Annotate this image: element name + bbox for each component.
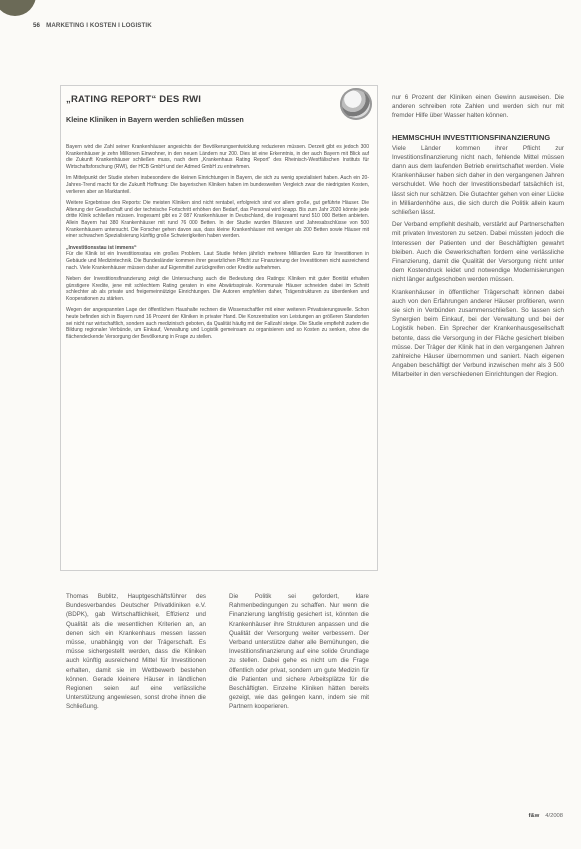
issue-label: 4/2008: [545, 813, 563, 819]
info-box-subheading: „Investitionsstau ist immens“: [66, 244, 137, 251]
info-box-body: [66, 144, 369, 345]
page-header: [33, 19, 561, 31]
page-number: 56: [33, 21, 41, 29]
rwi-logo-icon: [340, 88, 372, 120]
info-box-paragraph: Im Mittelpunkt der Studie stehen insbesondere die kleinen Einrichtungen in Bayern, die sich zu wenig spezialisiert haben. Auch ein 20-Jahres-Trend macht für die Zukunft Hoffnung: Die bayerischen Kliniken haben im bundesweiten Vergleich zwar die niedrigsten Kosten, verlieren aber an Marktanteil.: [66, 175, 369, 195]
right-column: [392, 93, 564, 383]
info-box-paragraph: Wegen der angespannten Lage der öffentlichen Haushalte rechnen die Wissenschaftler mit einer weiteren Privatisierungswelle. Schon heute befinden sich in Bayern rund 16 Prozent der Kliniken in privater Hand. Die Konzentration von Leistungen an größeren Standorten sei nicht nur wirtschaftlich, sondern auch medizinisch geboten, da Qualität häufig mit der Fallzahl steige. Die Studie empfiehlt zudem die Bildung regionaler Verbünde, um Einkauf, Verwaltung und Logistik gemeinsam zu organisieren und so Kosten zu senken, ohne die flächendeckende Versorgung der Bevölkerung in Frage zu stellen.: [66, 307, 369, 340]
bottom-column-middle: Die Politik sei gefordert, klare Rahmenbedingungen zu schaffen. Nur wenn die Finanzierung langfristig gesichert ist, könnten die Krankenhäuser ihre Strukturen anpassen und die Qualität der Versorgung weiter verbessern. Der Verband unterstütze daher alle Bemühungen, die Investitionsfinanzierung auf eine solide Grundlage zu stellen. Dabei gehe es nicht um die Frage öffentlich oder privat, sondern um gute Medizin für die Patienten und sichere Arbeitsplätze für die Beschäftigten. Einzelne Kliniken hätten bereits gezeigt, wie das gelingen kann, indem sie mit Partnern kooperieren.: [229, 593, 369, 711]
right-column-paragraph: Krankenhäuser in öffentlicher Trägerschaft können dabei auch von den Erfahrungen anderer Häuser profitieren, wenn sie sich in Verbünden zusammenschließen. So lassen sich Synergien beim Einkauf, bei der Verwaltung und bei der Logistik heben. Ein Sprecher der Krankenhausgesellschaft betonte, dass die Versorgung in der Fläche gesichert bleiben müsse. Der Träger der Klinik hat in den vergangenen Jahren zahlreiche Häuser übernommen und saniert. Nach eigenen Angaben beschäftigt der Verbund inzwischen mehr als 3 500 Mitarbeiter in den verschiedenen Einrichtungen der Region.: [392, 288, 564, 379]
section-heading: HEMMSCHUH INVESTITIONSFINANZIERUNG: [392, 132, 551, 142]
right-column-paragraph: Der Verband empfiehlt deshalb, verstärkt auf Partnerschaften mit privaten Investoren zu setzen. Dabei müssten jedoch die Interessen der Patienten und der Beschäftigten gewahrt bleiben. Auch die Gewerkschaften fordern eine verlässliche Finanzierung, damit die Qualität der Versorgung nicht unter dem Kostendruck leidet und notwendige Modernisierungen nicht länger aufgeschoben werden müssen.: [392, 221, 564, 284]
info-box-paragraph: Für die Klinik ist ein Investitionsstau ein großes Problem. Laut Studie fehlen jährlich mehrere Milliarden Euro für Investitionen in Gebäude und Medizintechnik. Die Bundesländer kommen ihrer gesetzlichen Pflicht zur Finanzierung der Investitionen nicht ausreichend nach. Viele Krankenhäuser müssen daher auf Eigenmittel zurückgreifen oder Kredite aufnehmen.: [66, 251, 369, 271]
right-column-intro: nur 6 Prozent der Kliniken einen Gewinn ausweisen. Die anderen schreiben rote Zahlen und werden sich nur mit fremder Hilfe über Wasser halten können.: [392, 94, 564, 120]
info-box-paragraph: Neben der Investitionsfinanzierung zeigt die Untersuchung auch die Bedeutung des Ratings: Kliniken mit guter Bonität erhalten günstigere Kredite, jene mit schlechtem Rating geraten in eine Abwärtsspirale. Kommunale Häuser schneiden dabei im Schnitt schlechter ab als private und freigemeinnützige Einrichtungen. Die Autoren empfehlen daher, Trägerstrukturen zu überdenken und Kooperationen zu stärken.: [66, 276, 369, 302]
bottom-column-left: Thomas Bublitz, Hauptgeschäftsführer des Bundesverbandes Deutscher Privatkliniken e.V. (BDPK), gab Wirtschaftlichkeit, Effizienz und Qualität als die wesentlichen Kriterien an, an denen sich ein Krankenhaus messen lassen müsse, unabhängig von der Trägerschaft. Es müsse sichergestellt werden, dass die Kliniken auch künftig ausreichend Mittel für Investitionen erhalten, damit sie im Wettbewerb bestehen können. Gerade kleinere Häuser in ländlichen Regionen seien auf eine verlässliche Unterstützung angewiesen, sonst drohe ihnen die Schließung.: [66, 593, 206, 711]
info-box-paragraph: Weitere Ergebnisse des Reports: Die meisten Kliniken sind nicht rentabel, erfolgreich sind vor allem große, gut geführte Häuser. Die Alterung der Gesellschaft und der technische Fortschritt erhöhen den Bedarf, das Personal wird knapp. Bis zum Jahr 2020 könnte jede dritte Klinik schließen müssen. Insgesamt gibt es 2 087 Krankenhäuser in Deutschland, die insgesamt rund 510 000 Betten anbieten. Allein Bayern hat 380 Krankenhäuser mit rund 76 000 Betten. In der Studie wurden Bilanzen und Jahresabschlüsse von 500 Krankenhäusern untersucht. Die Forscher gehen davon aus, dass kleine Krankenhäuser mit weniger als 200 Betten sowie Häuser mit einer schwachen Spezialisierung künftig große Schwierigkeiten haben werden.: [66, 200, 369, 240]
page-footer: [529, 813, 563, 819]
info-box-subtitle: Kleine Kliniken in Bayern werden schließen müssen: [66, 115, 244, 124]
info-box-paragraph: Bayern wird die Zahl seiner Krankenhäuser angesichts der Bevölkerungsentwicklung reduzieren müssen. Derzeit gibt es jedoch 300 Krankenhäuser je zehn Millionen Einwohner, in den neuen Ländern nur 200. Dies ist eine Erkenntnis, in der auch Bayern mit Blick auf die Zukunft Krankenhäuser schließen muss, nach dem „Krankenhaus Rating Report“ des Rheinisch-Westfälischen Instituts für Wirtschaftsforschung (RWI), der HCB GmbH und der Admed GmbH zu entnehmen.: [66, 144, 369, 170]
info-box-title: „RATING REPORT“ DES RWI: [66, 94, 202, 105]
corner-tab-decoration: [0, 0, 36, 16]
right-column-paragraph: Viele Länder kommen ihrer Pflicht zur Investitionsfinanzierung nicht nach, fehlende Mittel müssen dann aus dem laufenden Betrieb erwirtschaftet werden. Viele Krankenhäuser haben sich daher in den vergangenen Jahren verschuldet. Wie hoch der Investitionsbedarf tatsächlich ist, lässt sich nur schätzen. Die Gutachter gehen von einer Lücke in Milliardenhöhe aus, die sich durch die Politik allein kaum schließen lässt.: [392, 144, 564, 217]
magazine-name: f&w: [528, 813, 540, 819]
section-rubric: MARKETING I KOSTEN I LOGISTIK: [46, 21, 152, 29]
